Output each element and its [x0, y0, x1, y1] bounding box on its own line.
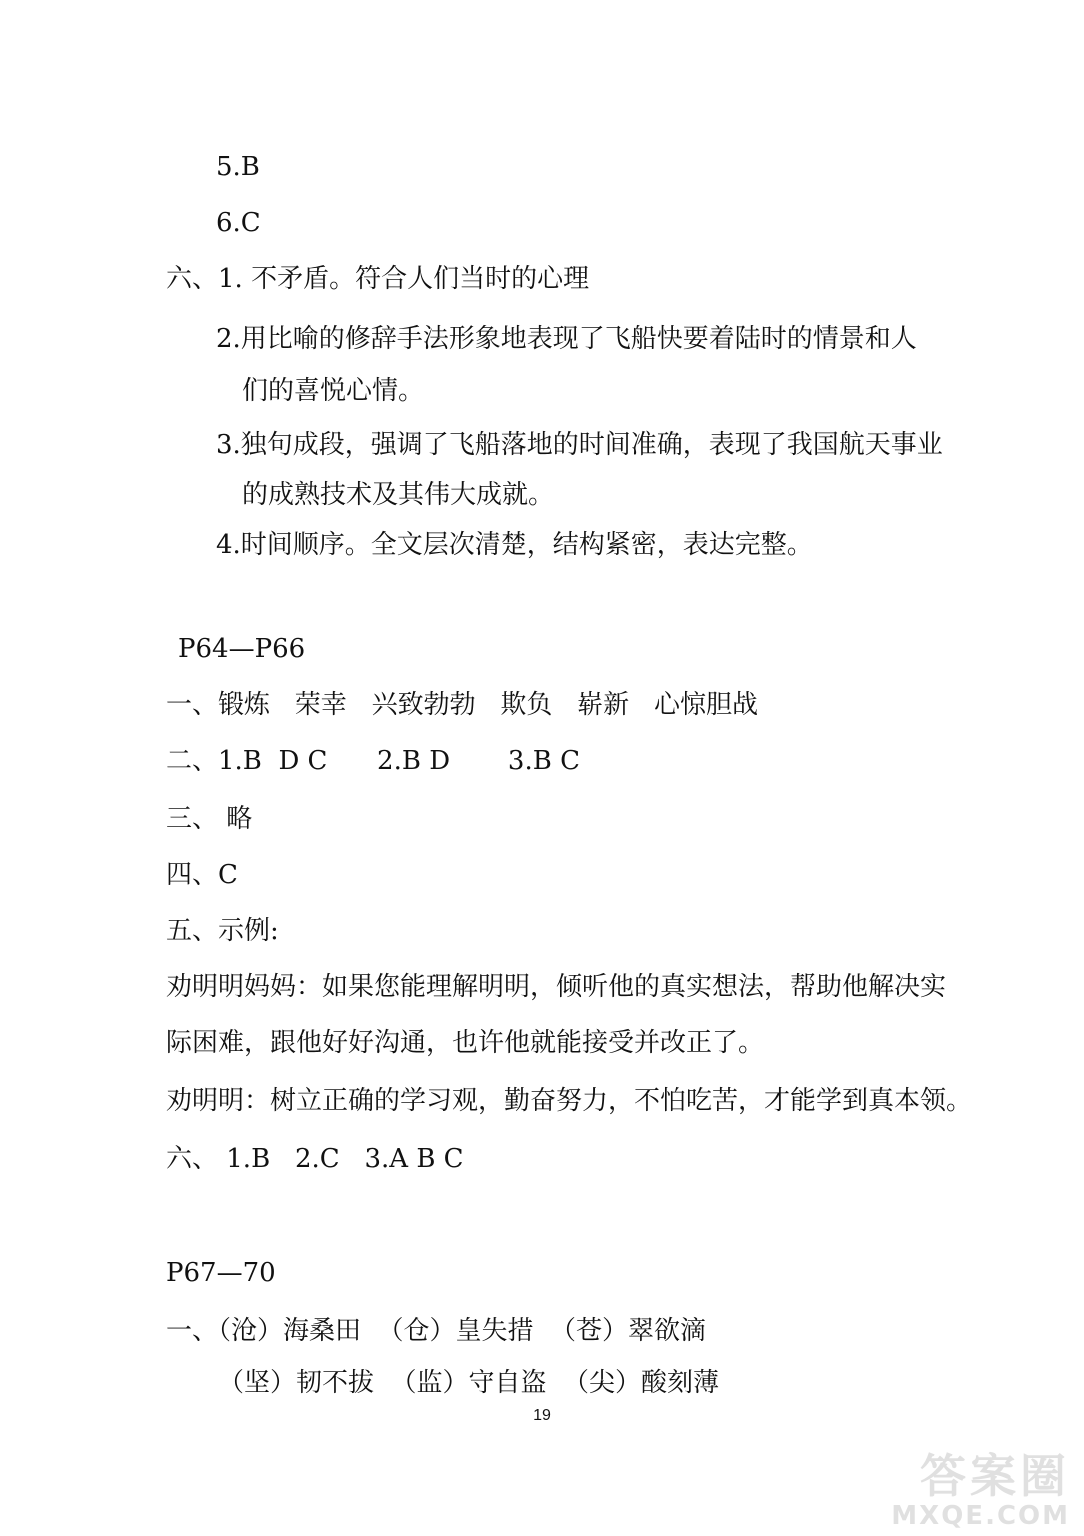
section-4-answer: 四、C	[166, 860, 238, 890]
watermark-bottom: MXQE.COM	[891, 1501, 1070, 1531]
section-5-text-2: 际困难，跟他好好沟通，也许他就能接受并改正了。	[166, 1028, 765, 1058]
section-6-item-4: 4.时间顺序。全文层次清楚，结构紧密，表达完整。	[216, 530, 813, 560]
page-range-heading-1: P64—P66	[178, 634, 306, 664]
section-6-item-1: 六、1. 不矛盾。符合人们当时的心理	[166, 264, 590, 294]
section-6-item-3: 3.独句成段，强调了飞船落地的时间准确，表现了我国航天事业	[216, 430, 943, 460]
section-5-text-1: 劝明明妈妈：如果您能理解明明，倾听他的真实想法，帮助他解决实	[166, 972, 947, 1002]
section-6-item-3-cont: 的成熟技术及其伟大成就。	[242, 480, 555, 510]
section-6-item-2: 2.用比喻的修辞手法形象地表现了飞船快要着陆时的情景和人	[216, 324, 917, 354]
watermark-logo	[860, 1450, 1070, 1530]
section-2-answers: 二、1.B D C 2.B D 3.B C	[166, 746, 580, 776]
page-number: 19	[533, 1407, 551, 1424]
page-range-heading-2: P67—70	[166, 1258, 276, 1288]
section-1-idioms-row-2: （坚）韧不拔 （监）守自盗 （尖）酸刻薄	[218, 1368, 720, 1398]
section-6-answers: 六、 1.B 2.C 3.A B C	[166, 1144, 464, 1174]
watermark-top: 答案圈	[920, 1449, 1070, 1503]
section-5-text-3: 劝明明：树立正确的学习观，勤奋努力，不怕吃苦，才能学到真本领。	[166, 1086, 973, 1116]
section-1-words: 一、锻炼 荣幸 兴致勃勃 欺负 崭新 心惊胆战	[166, 690, 758, 720]
section-3-answer: 三、 略	[166, 804, 253, 834]
answer-5: 5.B	[216, 152, 260, 182]
section-6-item-2-cont: 们的喜悦心情。	[242, 376, 425, 406]
section-5-heading: 五、示例:	[166, 916, 279, 946]
answer-6: 6.C	[216, 208, 261, 238]
section-1-idioms-row-1: 一、（沧）海桑田 （仓）皇失措 （苍）翠欲滴	[166, 1316, 707, 1346]
